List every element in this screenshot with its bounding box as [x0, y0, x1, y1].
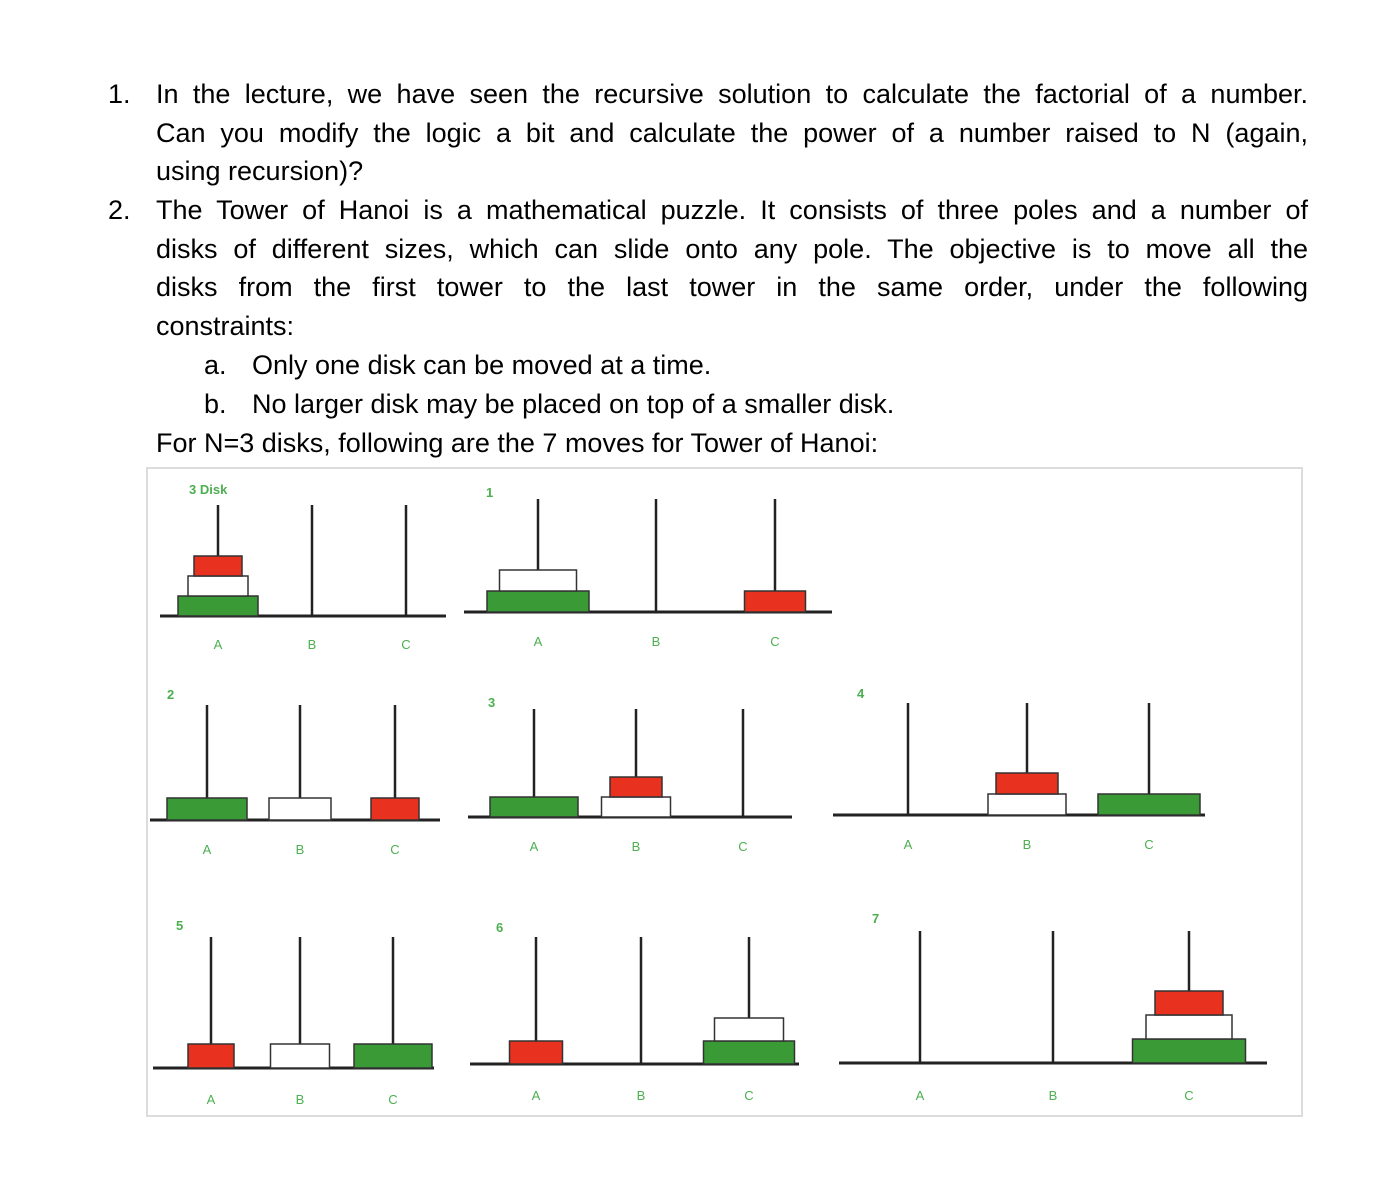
pole-label-a: A — [529, 839, 539, 854]
pole-label-a: A — [533, 634, 543, 649]
disk-small — [188, 1044, 234, 1068]
disk-medium — [602, 797, 671, 817]
pole-label-a: A — [213, 637, 223, 652]
hanoi-panel-6 — [470, 920, 799, 1103]
pole-label-c: C — [770, 634, 780, 649]
panel-title: 1 — [486, 485, 494, 500]
panel-title: 3 Disk — [189, 482, 228, 497]
hanoi-panel-0 — [160, 482, 446, 652]
hanoi-diagram — [148, 469, 1305, 1119]
text-line: Can you modify the logic a bit and calculate the power of a number raised to N (again, — [156, 117, 1308, 148]
sub-marker: a. — [204, 350, 227, 380]
question-2-text — [156, 191, 1308, 346]
pole-label-b: B — [1048, 1088, 1058, 1103]
panel-title: 6 — [496, 920, 504, 935]
disk-small — [371, 798, 419, 820]
hanoi-panel-5 — [153, 918, 434, 1107]
pole-label-a: A — [915, 1088, 925, 1103]
pole-label-c: C — [738, 839, 748, 854]
text-line: In the lecture, we have seen the recursive solution to calculate the factorial of a number. — [156, 79, 1308, 109]
pole-label-c: C — [1144, 837, 1154, 852]
pole-label-b: B — [295, 842, 305, 857]
pole-label-a: A — [903, 837, 913, 852]
pole-label-b: B — [1022, 837, 1032, 852]
text-line: using recursion)? — [156, 156, 364, 187]
disk-large — [490, 797, 578, 817]
text-line: The Tower of Hanoi is a mathematical puzzle. It consists of three poles and a number of — [156, 195, 1308, 225]
pole-label-a: A — [202, 842, 212, 857]
text-line: constraints: — [156, 311, 295, 342]
text-line: disks of different sizes, which can slide onto any pole. The objective is to move all the — [156, 233, 1308, 264]
pole-label-b: B — [295, 1092, 305, 1107]
disk-medium — [715, 1018, 784, 1041]
pole-label-b: B — [636, 1088, 646, 1103]
panel-title: 4 — [857, 686, 865, 701]
sub-marker: b. — [204, 389, 227, 419]
figure-intro: For N=3 disks, following are the 7 moves for Tower of Hanoi: — [156, 428, 879, 458]
constraint-b — [204, 385, 895, 424]
disk-small — [1155, 991, 1223, 1015]
pole-label-c: C — [401, 637, 411, 652]
hanoi-panel-7 — [839, 911, 1267, 1103]
pole-label-b: B — [307, 637, 317, 652]
pole-label-c: C — [388, 1092, 398, 1107]
hanoi-panel-4 — [833, 686, 1205, 852]
list-number: 1. — [108, 79, 131, 109]
pole-label-b: B — [651, 634, 661, 649]
disk-large — [1098, 794, 1200, 815]
question-1-text — [156, 75, 1308, 191]
pole-label-c: C — [1184, 1088, 1194, 1103]
panel-title: 7 — [872, 911, 880, 926]
hanoi-panel-3 — [468, 695, 792, 854]
pole-label-b: B — [631, 839, 641, 854]
disk-small — [745, 591, 806, 612]
disk-large — [1133, 1039, 1246, 1063]
disk-large — [704, 1041, 795, 1064]
disk-large — [487, 591, 589, 612]
sub-text: No larger disk may be placed on top of a smaller disk. — [252, 389, 895, 419]
hanoi-panel-2 — [150, 687, 440, 857]
disk-medium — [269, 798, 331, 820]
disk-medium — [271, 1044, 330, 1068]
disk-medium — [188, 576, 248, 596]
hanoi-figure — [146, 467, 1303, 1117]
disk-large — [167, 798, 247, 820]
disk-large — [354, 1044, 432, 1068]
disk-small — [510, 1041, 563, 1064]
panel-title: 3 — [488, 695, 496, 710]
disk-large — [178, 596, 258, 616]
list-number: 2. — [108, 195, 131, 225]
disk-medium — [988, 794, 1066, 815]
hanoi-panel-1 — [464, 485, 832, 649]
pole-label-c: C — [744, 1088, 754, 1103]
disk-medium — [1146, 1015, 1232, 1039]
disk-medium — [500, 570, 577, 591]
disk-small — [194, 556, 242, 576]
text-line: disks from the first tower to the last tower in the same order, under the following — [156, 272, 1308, 303]
constraint-a — [204, 346, 712, 385]
panel-title: 5 — [176, 918, 184, 933]
disk-small — [610, 777, 662, 797]
pole-label-a: A — [206, 1092, 216, 1107]
sub-text: Only one disk can be moved at a time. — [252, 350, 712, 380]
pole-label-a: A — [531, 1088, 541, 1103]
panel-title: 2 — [167, 687, 175, 702]
pole-label-c: C — [390, 842, 400, 857]
disk-small — [996, 773, 1058, 794]
